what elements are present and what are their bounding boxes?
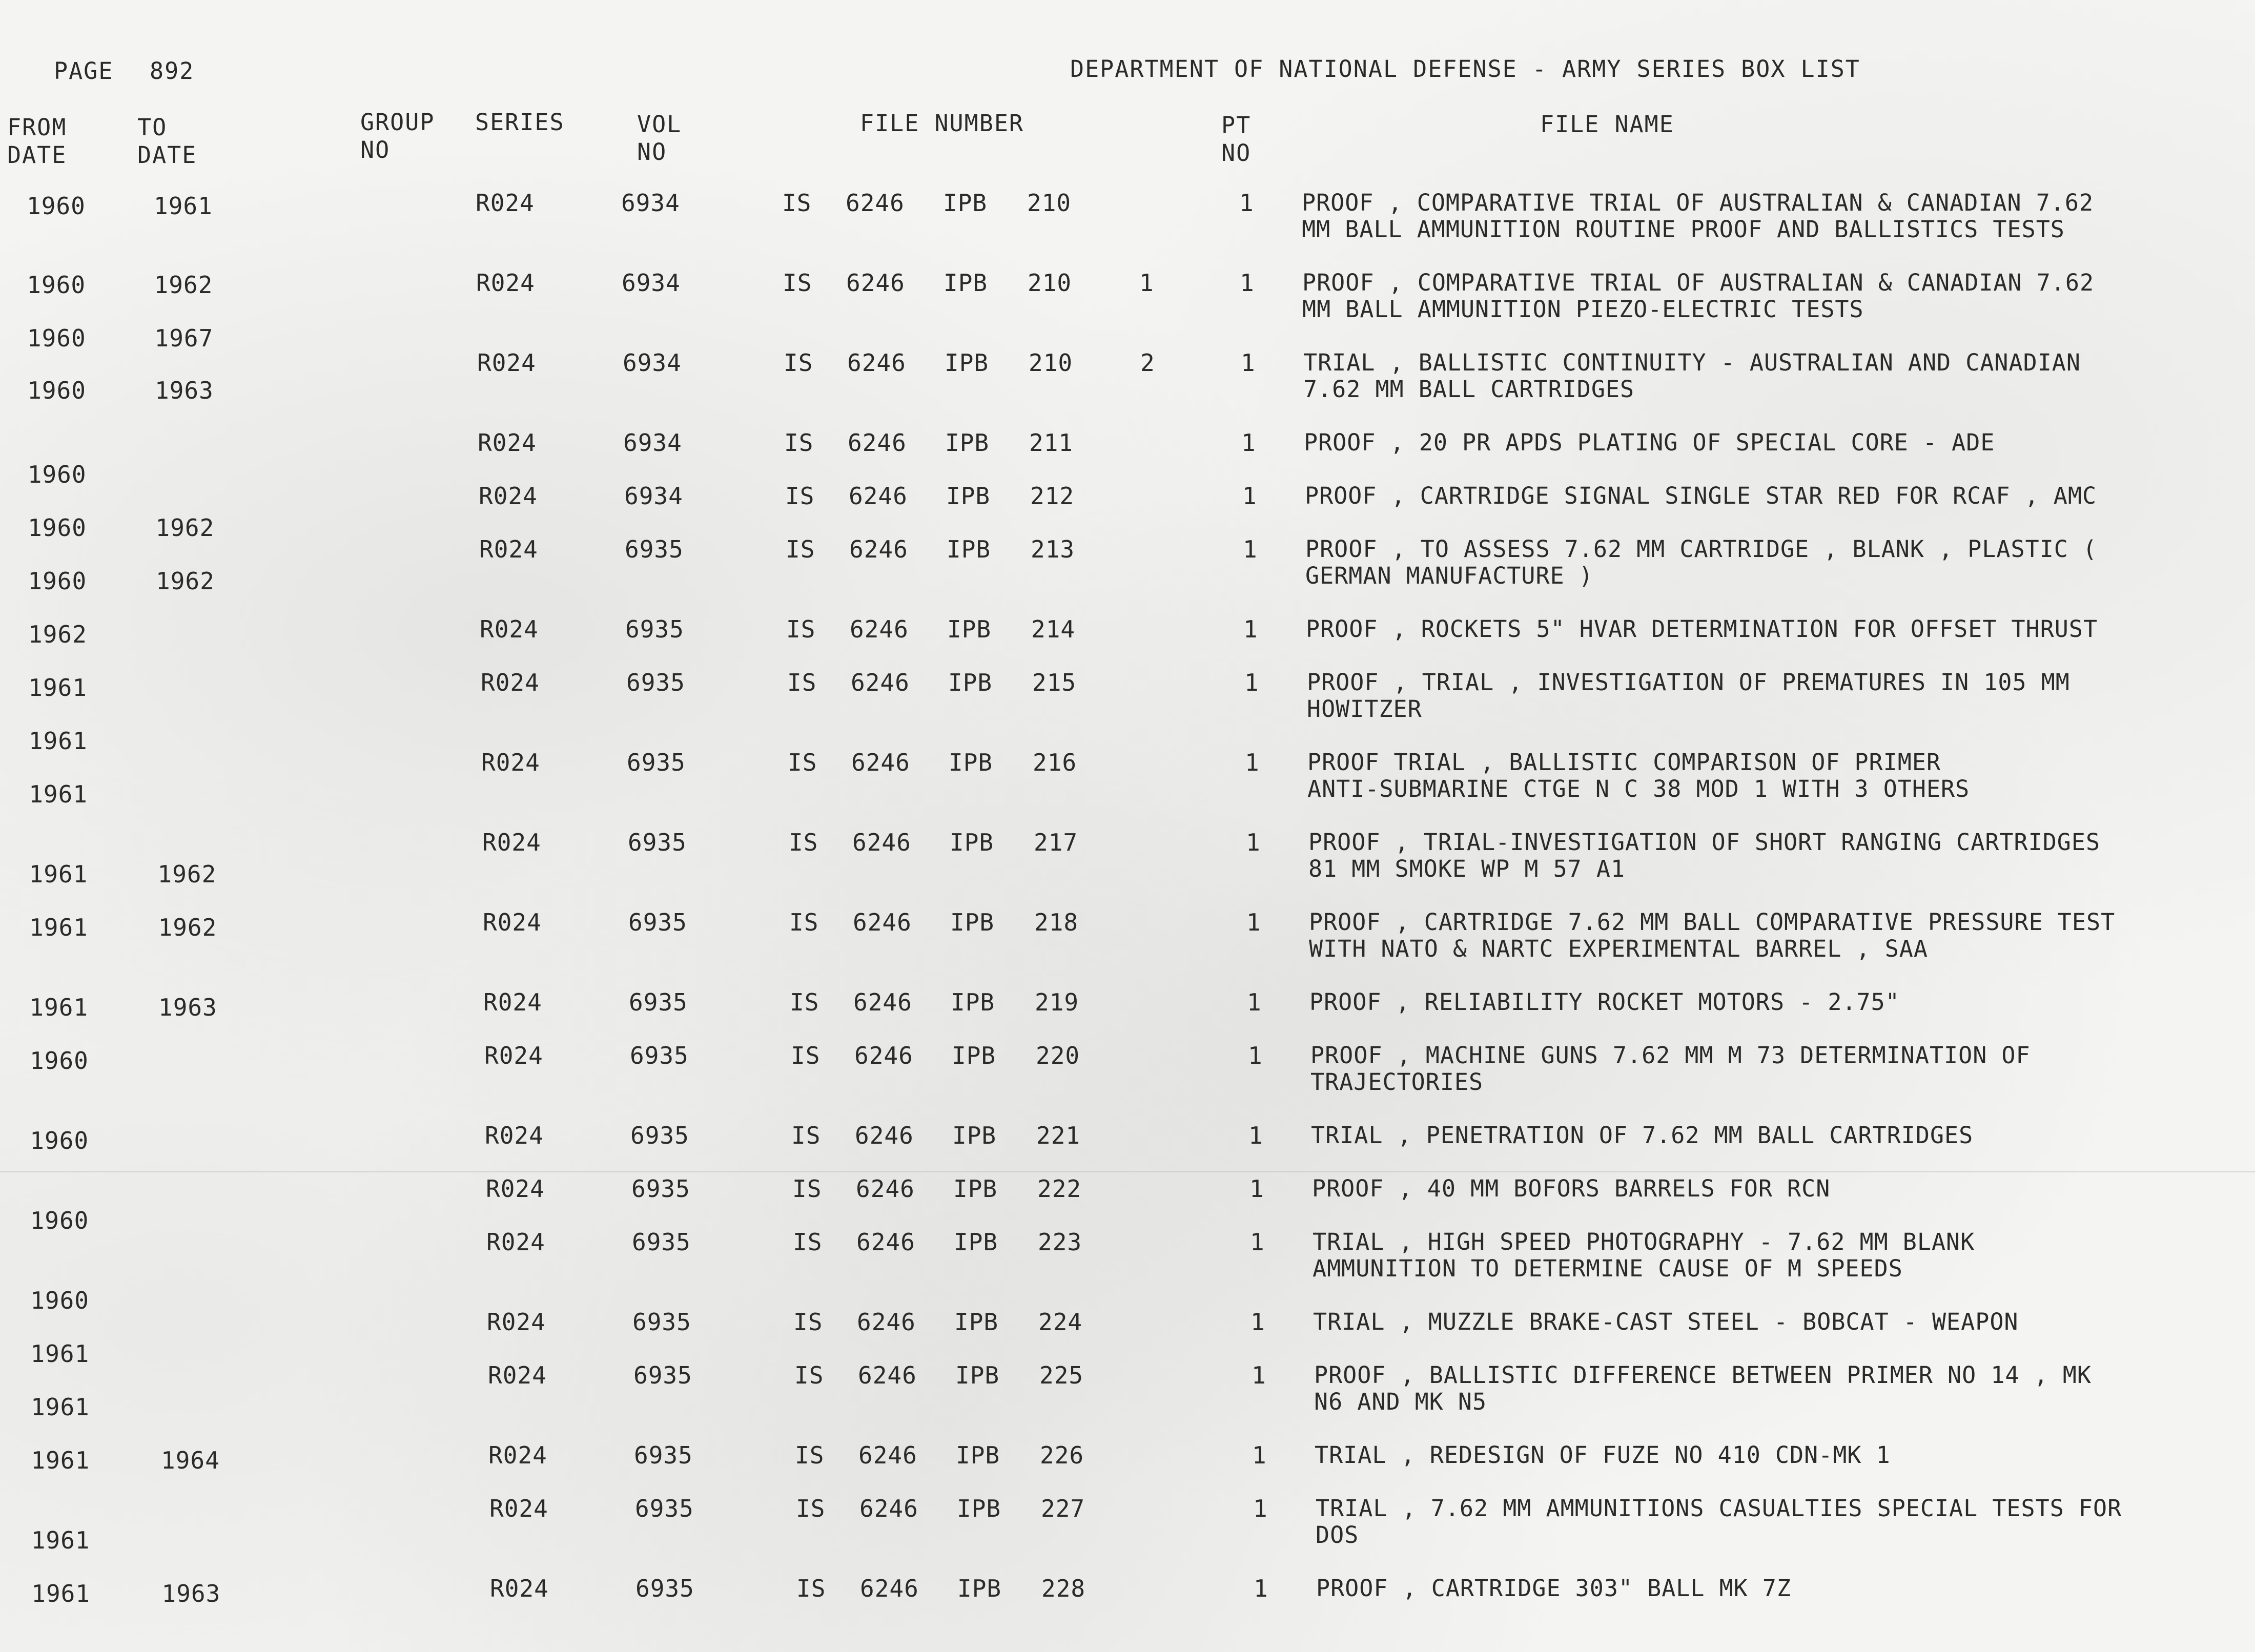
pt-number-cell: 1 [1246,829,1261,856]
from-date: 1960 [30,1207,89,1234]
pt-number-cell: 1 [1243,615,1258,643]
pt-number-cell: 1 [1249,1175,1264,1203]
series-cell: R024 [490,1575,549,1602]
file-subnumber-cell: 210 [1029,349,1073,377]
series-cell: R024 [480,615,539,643]
file-code-cell: IPB [943,189,988,217]
volume-cell: 6935 [625,535,684,563]
from-date: 1961 [29,994,89,1021]
file-number-cell: 6246 [856,1228,915,1256]
volume-cell: 6935 [633,1361,692,1389]
pt-number-cell: 1 [1250,1228,1265,1256]
file-number-cell: 6246 [851,749,910,776]
file-subnumber-cell: 221 [1036,1122,1081,1149]
from-date: 1960 [30,1047,89,1075]
from-date: 1960 [27,324,86,352]
file-number-cell: 6246 [858,1361,917,1389]
from-date: 1960 [28,514,87,542]
pt-number-cell: 1 [1241,429,1256,457]
file-code-cell: IPB [954,1308,999,1336]
pt-number-cell: 1 [1254,1575,1268,1602]
file-number-cell: 6246 [855,1122,914,1149]
col-header-series: SERIES [475,109,565,136]
file-code-cell: IPB [948,669,993,696]
page-label: PAGE [54,57,114,85]
file-name-cell: PROOF , CARTRIDGE 7.62 MM BALL COMPARATIVE PRESSURE TEST WITH NATO & NARTC EXPERIMENTAL BARREL , SAA [1309,908,2116,962]
file-name-cell: PROOF , CARTRIDGE 303" BALL MK 7Z [1316,1575,1792,1602]
series-cell: R024 [484,1042,543,1069]
file-subnumber-cell: 210 [1028,269,1072,297]
volume-cell: 6935 [629,988,688,1016]
file-code-cell: IPB [957,1575,1002,1602]
from-date: 1960 [27,271,86,299]
file-prefix-cell: IS [786,535,815,563]
fold-line [0,1171,2255,1172]
file-name-cell: PROOF , COMPARATIVE TRIAL OF AUSTRALIAN & CANADIAN 7.62 MM BALL AMMUNITION ROUTINE PROOF AND BALLISTICS TESTS [1302,189,2094,243]
file-subnumber-cell: 214 [1031,615,1076,643]
file-subnumber-cell: 218 [1034,908,1079,936]
file-prefix-cell: IS [791,1042,821,1069]
file-number-cell: 6246 [860,1575,919,1602]
file-number-cell: 6246 [856,1175,915,1203]
from-date: 1961 [30,1340,90,1368]
series-cell: R024 [483,988,542,1016]
pt-number-cell: 1 [1240,269,1255,297]
series-cell: R024 [486,1228,545,1256]
pt-number-cell: 1 [1248,1122,1263,1149]
file-number-cell: 6246 [852,829,911,856]
to-date: 1967 [154,324,214,352]
file-prefix-cell: IS [796,1575,826,1602]
file-subnumber-cell: 215 [1032,669,1077,696]
file-code-cell: IPB [952,1122,997,1149]
file-code-cell: IPB [949,749,993,776]
file-prefix-cell: IS [783,269,812,297]
volume-cell: 6935 [631,1175,690,1203]
pt-number-cell: 1 [1247,988,1262,1016]
file-subnumber-cell: 213 [1031,535,1075,563]
from-date: 1961 [29,860,88,888]
pt-number-cell: 1 [1245,749,1260,776]
file-subnumber-cell: 228 [1041,1575,1086,1602]
file-subnumber-cell: 225 [1039,1361,1084,1389]
from-date: 1961 [28,727,88,755]
file-name-cell: TRIAL , MUZZLE BRAKE-CAST STEEL - BOBCAT - WEAPON [1313,1308,2019,1335]
file-number-cell: 6246 [854,1042,913,1069]
col-header-group-no: GROUP NO [360,109,435,163]
series-cell: R024 [487,1308,546,1336]
series-cell: R024 [483,908,542,936]
from-date: 1961 [31,1526,90,1554]
pt-number-cell: 1 [1252,1361,1266,1389]
sub-part-cell: 2 [1140,349,1155,377]
file-prefix-cell: IS [789,908,819,936]
pt-number-cell: 1 [1243,535,1258,563]
file-name-cell: TRIAL , BALLISTIC CONTINUITY - AUSTRALIAN AND CANADIAN 7.62 MM BALL CARTRIDGES [1303,349,2081,403]
from-date: 1960 [27,377,86,404]
file-prefix-cell: IS [794,1361,824,1389]
series-cell: R024 [482,829,541,856]
file-subnumber-cell: 216 [1033,749,1077,776]
file-subnumber-cell: 226 [1040,1441,1084,1469]
file-prefix-cell: IS [788,749,817,776]
file-subnumber-cell: 223 [1038,1228,1082,1256]
from-date: 1961 [28,674,88,701]
file-name-cell: PROOF , TO ASSESS 7.62 MM CARTRIDGE , BLANK , PLASTIC ( GERMAN MANUFACTURE ) [1305,535,2098,589]
to-date: 1961 [154,192,213,220]
file-code-cell: IPB [945,429,990,457]
series-cell: R024 [488,1361,547,1389]
series-cell: R024 [476,189,535,217]
to-date: 1963 [155,377,214,404]
volume-cell: 6934 [624,482,683,510]
from-date: 1960 [30,1127,89,1154]
file-prefix-cell: IS [793,1308,823,1336]
file-code-cell: IPB [947,535,991,563]
file-code-cell: IPB [950,829,994,856]
file-subnumber-cell: 217 [1034,829,1078,856]
col-header-file-name: FILE NAME [1540,111,1674,138]
from-date: 1960 [27,461,87,488]
to-date: 1962 [156,567,215,595]
file-name-cell: PROOF , 40 MM BOFORS BARRELS FOR RCN [1312,1175,1831,1202]
file-code-cell: IPB [955,1361,1000,1389]
file-number-cell: 6246 [848,429,907,457]
col-header-to-date: TO DATE [137,114,197,169]
file-subnumber-cell: 219 [1035,988,1079,1016]
series-cell: R024 [481,749,540,776]
file-number-cell: 6246 [849,482,908,510]
file-subnumber-cell: 227 [1041,1495,1085,1522]
from-date: 1961 [29,780,88,808]
file-subnumber-cell: 212 [1030,482,1075,510]
pt-number-cell: 1 [1248,1042,1263,1069]
file-subnumber-cell: 211 [1029,429,1074,457]
pt-number-cell: 1 [1242,482,1257,510]
file-subnumber-cell: 210 [1027,189,1072,217]
col-header-pt-no: PT NO [1221,112,1252,167]
file-prefix-cell: IS [796,1495,826,1522]
pt-number-cell: 1 [1239,189,1254,217]
file-name-cell: TRIAL , PENETRATION OF 7.62 MM BALL CARTRIDGES [1311,1122,1974,1149]
from-date: 1961 [29,914,88,941]
volume-cell: 6935 [625,615,684,643]
file-code-cell: IPB [944,269,988,297]
series-cell: R024 [481,669,540,696]
file-name-cell: PROOF , TRIAL-INVESTIGATION OF SHORT RANGING CARTRIDGES 81 MM SMOKE WP M 57 A1 [1308,829,2101,882]
file-prefix-cell: IS [792,1175,822,1203]
volume-cell: 6935 [632,1228,691,1256]
file-number-cell: 6246 [853,988,912,1016]
col-header-from-date: FROM DATE [7,114,67,169]
file-prefix-cell: IS [795,1441,825,1469]
file-code-cell: IPB [946,482,991,510]
series-cell: R024 [478,429,537,457]
pt-number-cell: 1 [1244,669,1259,696]
document-title: DEPARTMENT OF NATIONAL DEFENSE - ARMY SERIES BOX LIST [1070,55,1860,82]
file-name-cell: PROOF , BALLISTIC DIFFERENCE BETWEEN PRIMER NO 14 , MK N6 AND MK N5 [1314,1361,2092,1415]
from-date: 1961 [31,1393,90,1421]
col-header-vol-no: VOL NO [637,111,682,166]
file-name-cell: PROOF , TRIAL , INVESTIGATION OF PREMATURES IN 105 MM HOWITZER [1307,669,2070,722]
from-date: 1960 [30,1287,89,1314]
volume-cell: 6935 [632,1308,691,1336]
volume-cell: 6935 [630,1122,689,1149]
file-prefix-cell: IS [790,988,819,1016]
file-code-cell: IPB [956,1441,1000,1469]
file-number-cell: 6246 [846,189,905,217]
series-cell: R024 [489,1495,548,1522]
file-prefix-cell: IS [782,189,812,217]
from-date: 1960 [28,567,87,595]
volume-cell: 6935 [628,908,687,936]
to-date: 1963 [161,1580,221,1607]
file-code-cell: IPB [945,349,989,377]
volume-cell: 6935 [627,749,686,776]
to-date: 1963 [158,994,217,1021]
file-prefix-cell: IS [789,829,818,856]
from-date: 1962 [28,621,87,648]
volume-cell: 6934 [623,349,682,377]
volume-cell: 6935 [630,1042,689,1069]
series-cell: R024 [476,269,535,297]
file-code-cell: IPB [953,1175,998,1203]
file-code-cell: IPB [947,615,992,643]
file-code-cell: IPB [954,1228,998,1256]
volume-cell: 6935 [628,829,687,856]
file-prefix-cell: IS [784,429,814,457]
volume-cell: 6934 [621,189,680,217]
to-date: 1962 [154,271,213,299]
file-prefix-cell: IS [793,1228,823,1256]
file-prefix-cell: IS [786,615,816,643]
to-date: 1964 [161,1447,220,1474]
series-cell: R024 [488,1441,547,1469]
pt-number-cell: 1 [1253,1495,1268,1522]
pt-number-cell: 1 [1246,908,1261,936]
file-code-cell: IPB [951,988,995,1016]
file-name-cell: PROOF , ROCKETS 5" HVAR DETERMINATION FOR OFFSET THRUST [1306,615,2098,643]
volume-cell: 6935 [635,1495,694,1522]
file-number-cell: 6246 [849,535,908,563]
series-cell: R024 [485,1122,544,1149]
from-date: 1960 [27,192,86,220]
sub-part-cell: 1 [1139,269,1154,297]
to-date: 1962 [158,914,217,941]
page-number: 892 [150,57,195,85]
series-cell: R024 [486,1175,545,1203]
file-number-cell: 6246 [847,349,906,377]
file-prefix-cell: IS [787,669,817,696]
file-prefix-cell: IS [791,1122,821,1149]
file-number-cell: 6246 [846,269,905,297]
file-prefix-cell: IS [785,482,815,510]
pt-number-cell: 1 [1241,349,1256,377]
file-name-cell: TRIAL , 7.62 MM AMMUNITIONS CASUALTIES SPECIAL TESTS FOR DOS [1316,1495,2122,1548]
file-name-cell: TRIAL , REDESIGN OF FUZE NO 410 CDN-MK 1 [1315,1441,1891,1469]
file-number-cell: 6246 [853,908,912,936]
volume-cell: 6935 [636,1575,694,1602]
series-cell: R024 [477,349,536,377]
series-cell: R024 [479,482,538,510]
file-code-cell: IPB [950,908,995,936]
pt-number-cell: 1 [1250,1308,1265,1336]
file-name-cell: TRIAL , HIGH SPEED PHOTOGRAPHY - 7.62 MM BLANK AMMUNITION TO DETERMINE CAUSE OF M SPEEDS [1313,1228,1975,1282]
volume-cell: 6935 [634,1441,693,1469]
volume-cell: 6934 [622,269,681,297]
file-name-cell: PROOF TRIAL , BALLISTIC COMPARISON OF PRIMER ANTI-SUBMARINE CTGE N C 38 MOD 1 WITH 3 OTHERS [1307,749,1970,802]
file-name-cell: PROOF , COMPARATIVE TRIAL OF AUSTRALIAN & CANADIAN 7.62 MM BALL AMMUNITION PIEZO-ELECTRIC TESTS [1302,269,2095,323]
file-subnumber-cell: 222 [1037,1175,1082,1203]
file-number-cell: 6246 [851,669,910,696]
file-number-cell: 6246 [858,1441,917,1469]
file-code-cell: IPB [957,1495,1001,1522]
from-date: 1961 [31,1447,90,1474]
file-subnumber-cell: 224 [1038,1308,1083,1336]
pt-number-cell: 1 [1252,1441,1267,1469]
volume-cell: 6935 [626,669,685,696]
file-subnumber-cell: 220 [1036,1042,1080,1069]
file-number-cell: 6246 [857,1308,916,1336]
from-date: 1961 [31,1580,91,1607]
to-date: 1962 [157,860,217,888]
file-code-cell: IPB [952,1042,996,1069]
col-header-file-number: FILE NUMBER [860,110,1024,137]
file-name-cell: PROOF , RELIABILITY ROCKET MOTORS - 2.75" [1309,988,1900,1016]
file-number-cell: 6246 [859,1495,918,1522]
series-cell: R024 [479,535,538,563]
file-number-cell: 6246 [850,615,909,643]
to-date: 1962 [155,514,215,542]
file-name-cell: PROOF , 20 PR APDS PLATING OF SPECIAL CORE - ADE [1304,429,1995,456]
volume-cell: 6934 [623,429,682,457]
file-name-cell: PROOF , MACHINE GUNS 7.62 MM M 73 DETERMINATION OF TRAJECTORIES [1310,1042,2031,1096]
file-prefix-cell: IS [784,349,813,377]
file-name-cell: PROOF , CARTRIDGE SIGNAL SINGLE STAR RED FOR RCAF , AMC [1305,482,2097,509]
